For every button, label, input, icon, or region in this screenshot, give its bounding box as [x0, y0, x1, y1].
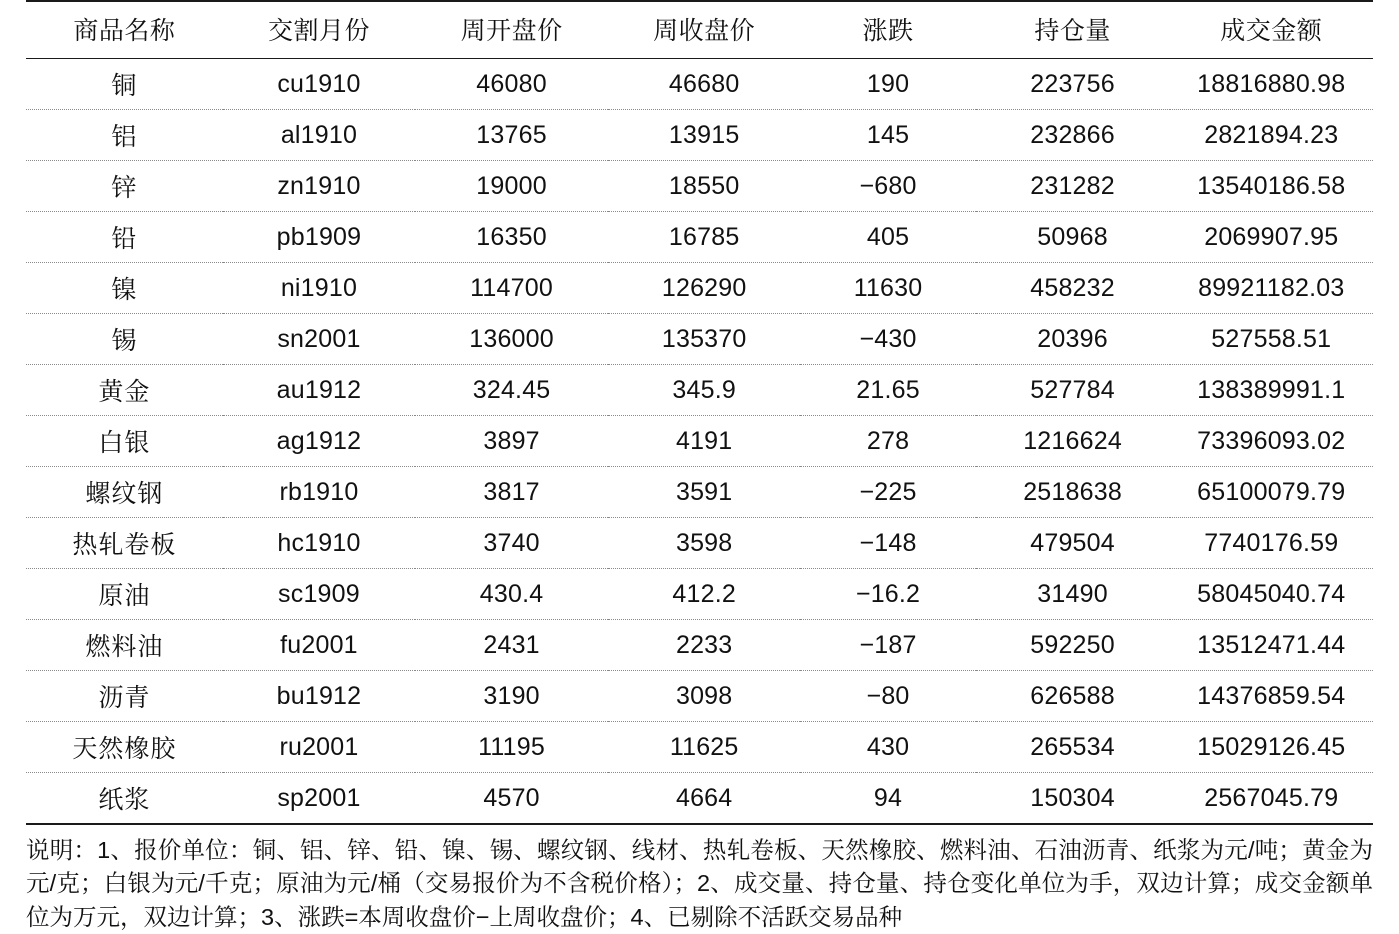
cell-open-interest: 50968 — [976, 212, 1170, 263]
cell-weekly-close: 126290 — [608, 263, 801, 314]
cell-open-interest: 231282 — [976, 161, 1170, 212]
cell-delivery-month: bu1912 — [223, 671, 416, 722]
cell-change: −680 — [800, 161, 975, 212]
cell-weekly-open: 3817 — [415, 467, 608, 518]
cell-open-interest: 479504 — [976, 518, 1170, 569]
table-row — [26, 110, 1373, 161]
cell-weekly-open: 19000 — [415, 161, 608, 212]
table-row — [26, 59, 1373, 110]
cell-weekly-close: 46680 — [608, 59, 801, 110]
cell-product-name: 沥青 — [26, 671, 223, 722]
cell-turnover: 2567045.79 — [1170, 773, 1373, 825]
cell-delivery-month: sp2001 — [223, 773, 416, 825]
cell-turnover: 527558.51 — [1170, 314, 1373, 365]
table-row — [26, 569, 1373, 620]
cell-turnover: 65100079.79 — [1170, 467, 1373, 518]
cell-delivery-month: sn2001 — [223, 314, 416, 365]
cell-product-name: 白银 — [26, 416, 223, 467]
cell-product-name: 铅 — [26, 212, 223, 263]
cell-weekly-close: 412.2 — [608, 569, 801, 620]
cell-weekly-close: 11625 — [608, 722, 801, 773]
cell-weekly-close: 4191 — [608, 416, 801, 467]
table-row — [26, 518, 1373, 569]
cell-change: −148 — [800, 518, 975, 569]
cell-weekly-open: 3897 — [415, 416, 608, 467]
cell-delivery-month: ru2001 — [223, 722, 416, 773]
cell-product-name: 燃料油 — [26, 620, 223, 671]
cell-product-name: 螺纹钢 — [26, 467, 223, 518]
cell-weekly-open: 4570 — [415, 773, 608, 825]
table-row — [26, 212, 1373, 263]
column-header-delivery-month: 交割月份 — [223, 1, 416, 59]
cell-weekly-open: 16350 — [415, 212, 608, 263]
cell-delivery-month: cu1910 — [223, 59, 416, 110]
table-row — [26, 722, 1373, 773]
cell-weekly-open: 11195 — [415, 722, 608, 773]
table-body — [26, 59, 1373, 825]
table-row — [26, 263, 1373, 314]
cell-open-interest: 31490 — [976, 569, 1170, 620]
cell-change: 21.65 — [800, 365, 975, 416]
cell-product-name: 铝 — [26, 110, 223, 161]
cell-open-interest: 265534 — [976, 722, 1170, 773]
cell-delivery-month: fu2001 — [223, 620, 416, 671]
cell-weekly-open: 114700 — [415, 263, 608, 314]
cell-change: −430 — [800, 314, 975, 365]
cell-delivery-month: hc1910 — [223, 518, 416, 569]
cell-product-name: 纸浆 — [26, 773, 223, 825]
cell-change: −16.2 — [800, 569, 975, 620]
cell-weekly-open: 3190 — [415, 671, 608, 722]
cell-turnover: 13512471.44 — [1170, 620, 1373, 671]
cell-product-name: 黄金 — [26, 365, 223, 416]
cell-change: 190 — [800, 59, 975, 110]
cell-weekly-close: 13915 — [608, 110, 801, 161]
table-row — [26, 671, 1373, 722]
cell-turnover: 18816880.98 — [1170, 59, 1373, 110]
cell-turnover: 14376859.54 — [1170, 671, 1373, 722]
cell-open-interest: 223756 — [976, 59, 1170, 110]
cell-change: 430 — [800, 722, 975, 773]
cell-turnover: 73396093.02 — [1170, 416, 1373, 467]
cell-delivery-month: al1910 — [223, 110, 416, 161]
cell-change: 405 — [800, 212, 975, 263]
column-header-turnover: 成交金额 — [1170, 1, 1373, 59]
cell-weekly-open: 2431 — [415, 620, 608, 671]
cell-weekly-close: 3098 — [608, 671, 801, 722]
cell-open-interest: 626588 — [976, 671, 1170, 722]
cell-turnover: 2821894.23 — [1170, 110, 1373, 161]
cell-delivery-month: pb1909 — [223, 212, 416, 263]
cell-weekly-close: 135370 — [608, 314, 801, 365]
cell-product-name: 锌 — [26, 161, 223, 212]
cell-delivery-month: ag1912 — [223, 416, 416, 467]
cell-delivery-month: au1912 — [223, 365, 416, 416]
cell-open-interest: 527784 — [976, 365, 1170, 416]
cell-open-interest: 1216624 — [976, 416, 1170, 467]
column-header-open-interest: 持仓量 — [976, 1, 1170, 59]
table-row — [26, 620, 1373, 671]
table-footnotes — [26, 834, 1373, 934]
cell-weekly-open: 430.4 — [415, 569, 608, 620]
cell-delivery-month: zn1910 — [223, 161, 416, 212]
cell-weekly-close: 3591 — [608, 467, 801, 518]
cell-open-interest: 592250 — [976, 620, 1170, 671]
column-header-weekly-open: 周开盘价 — [415, 1, 608, 59]
column-header-change: 涨跌 — [800, 1, 975, 59]
column-header-product-name: 商品名称 — [26, 1, 223, 59]
table-header — [26, 1, 1373, 59]
cell-delivery-month: rb1910 — [223, 467, 416, 518]
table-row — [26, 161, 1373, 212]
cell-weekly-open: 3740 — [415, 518, 608, 569]
cell-turnover: 58045040.74 — [1170, 569, 1373, 620]
cell-turnover: 13540186.58 — [1170, 161, 1373, 212]
cell-product-name: 天然橡胶 — [26, 722, 223, 773]
cell-change: 278 — [800, 416, 975, 467]
cell-change: −80 — [800, 671, 975, 722]
cell-weekly-open: 46080 — [415, 59, 608, 110]
cell-change: −225 — [800, 467, 975, 518]
cell-turnover: 89921182.03 — [1170, 263, 1373, 314]
cell-turnover: 2069907.95 — [1170, 212, 1373, 263]
cell-product-name: 镍 — [26, 263, 223, 314]
cell-open-interest: 232866 — [976, 110, 1170, 161]
cell-product-name: 锡 — [26, 314, 223, 365]
cell-weekly-open: 13765 — [415, 110, 608, 161]
cell-turnover: 138389991.1 — [1170, 365, 1373, 416]
market-data-table — [26, 0, 1373, 825]
cell-open-interest: 458232 — [976, 263, 1170, 314]
cell-change: −187 — [800, 620, 975, 671]
cell-weekly-close: 18550 — [608, 161, 801, 212]
column-header-weekly-close: 周收盘价 — [608, 1, 801, 59]
cell-delivery-month: ni1910 — [223, 263, 416, 314]
cell-delivery-month: sc1909 — [223, 569, 416, 620]
cell-open-interest: 20396 — [976, 314, 1170, 365]
cell-weekly-close: 16785 — [608, 212, 801, 263]
cell-product-name: 原油 — [26, 569, 223, 620]
cell-weekly-open: 136000 — [415, 314, 608, 365]
table-row — [26, 314, 1373, 365]
cell-open-interest: 150304 — [976, 773, 1170, 825]
footnote-text: 说明：1、报价单位：铜、铝、锌、铅、镍、锡、螺纹钢、线材、热轧卷板、天然橡胶、燃料油、石油沥青、纸浆为元/吨；黄金为元/克；白银为元/千克；原油为元/桶（交易报价为不含税价格）；2、成交量、持仓量、持仓变化单位为手，双边计算；成交金额单位为万元，双边计算；3、涨跌=本周收盘价−上周收盘价；4、已剔除不活跃交易品种 — [26, 837, 1373, 930]
cell-turnover: 7740176.59 — [1170, 518, 1373, 569]
table-header-row — [26, 1, 1373, 59]
table-row — [26, 773, 1373, 825]
cell-weekly-close: 2233 — [608, 620, 801, 671]
cell-weekly-close: 4664 — [608, 773, 801, 825]
cell-change: 11630 — [800, 263, 975, 314]
cell-open-interest: 2518638 — [976, 467, 1170, 518]
table-row — [26, 365, 1373, 416]
cell-turnover: 15029126.45 — [1170, 722, 1373, 773]
table-row — [26, 416, 1373, 467]
cell-weekly-open: 324.45 — [415, 365, 608, 416]
cell-weekly-close: 345.9 — [608, 365, 801, 416]
cell-change: 94 — [800, 773, 975, 825]
cell-change: 145 — [800, 110, 975, 161]
cell-weekly-close: 3598 — [608, 518, 801, 569]
cell-product-name: 铜 — [26, 59, 223, 110]
table-row — [26, 467, 1373, 518]
cell-product-name: 热轧卷板 — [26, 518, 223, 569]
